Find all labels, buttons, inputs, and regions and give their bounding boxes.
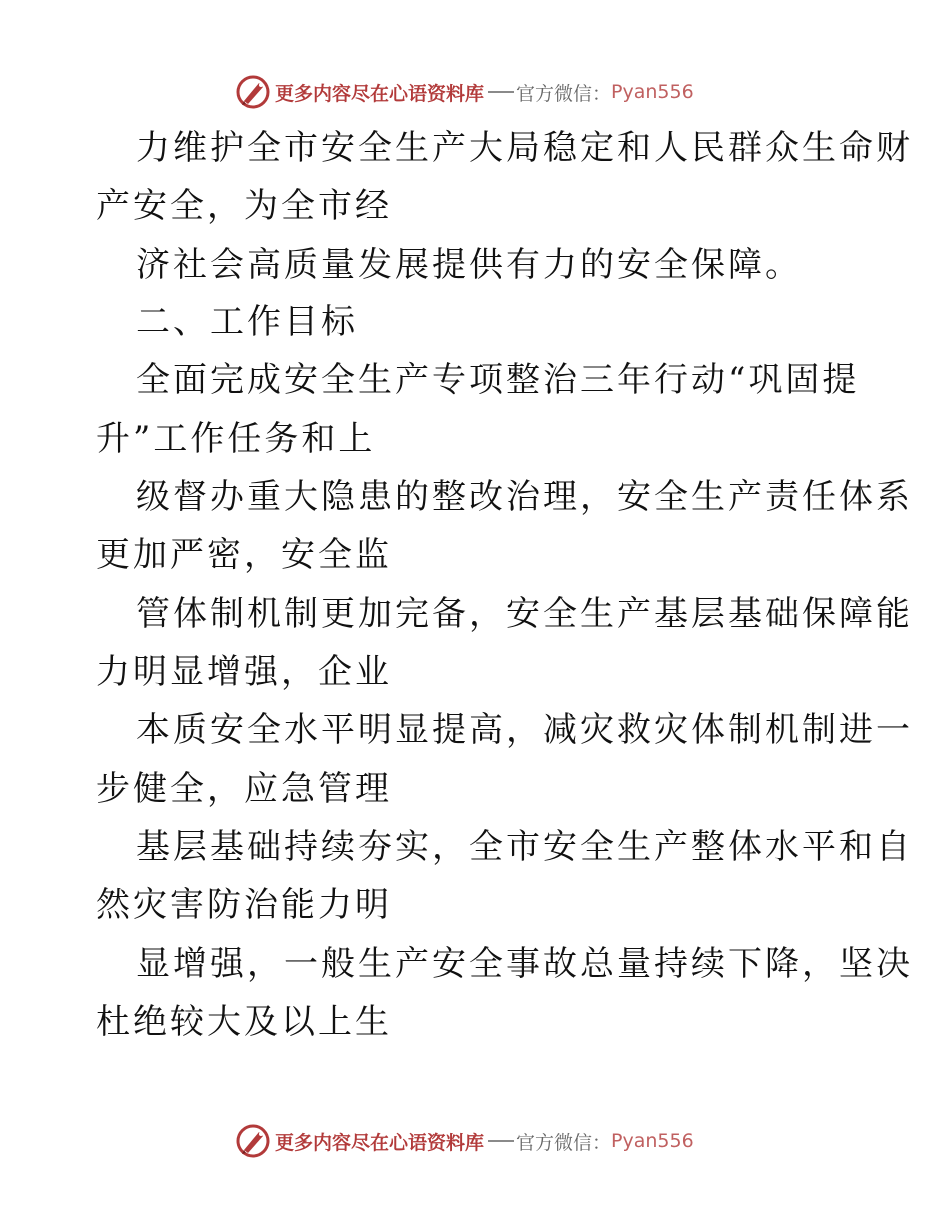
- footer-site-name: 更多内容尽在心语资料库: [275, 1131, 485, 1154]
- header-wechat-label: 官方微信：: [516, 82, 612, 105]
- section-heading: 二、工作目标: [136, 302, 358, 342]
- text-line: 基层基础持续夯实，全市安全生产整体水平和自: [136, 827, 913, 867]
- footer-wechat-account: Pyan556: [611, 1130, 694, 1152]
- text-line: 然灾害防治能力明: [96, 885, 392, 925]
- header-watermark: [235, 72, 694, 112]
- header-wechat-account: Pyan556: [611, 81, 694, 103]
- pen-logo-icon: [235, 74, 271, 110]
- text-line: 全面完成安全生产专项整治三年行动“巩固提: [136, 360, 860, 400]
- header-site-name: 更多内容尽在心语资料库: [275, 82, 485, 105]
- text-line: 本质安全水平明显提高，减灾救灾体制机制进一: [136, 710, 913, 750]
- text-line: 产安全，为全市经: [96, 186, 392, 226]
- footer-separator: [488, 1140, 514, 1142]
- footer-watermark: [235, 1121, 694, 1161]
- text-line: 升”工作任务和上: [96, 419, 376, 459]
- text-line: 济社会高质量发展提供有力的安全保障。: [136, 245, 802, 285]
- text-line: 杜绝较大及以上生: [96, 1002, 392, 1042]
- header-separator: [488, 91, 514, 93]
- text-line: 力明显增强，企业: [96, 652, 392, 692]
- text-line: 更加严密，安全监: [96, 535, 392, 575]
- text-line: 步健全，应急管理: [96, 769, 392, 809]
- footer-wechat-label: 官方微信：: [516, 1131, 612, 1154]
- text-line: 力维护全市安全生产大局稳定和人民群众生命财: [136, 128, 913, 168]
- text-line: 显增强，一般生产安全事故总量持续下降，坚决: [136, 944, 913, 984]
- text-line: 级督办重大隐患的整改治理，安全生产责任体系: [136, 477, 913, 517]
- pen-logo-icon: [235, 1123, 271, 1159]
- text-line: 管体制机制更加完备，安全生产基层基础保障能: [136, 594, 913, 634]
